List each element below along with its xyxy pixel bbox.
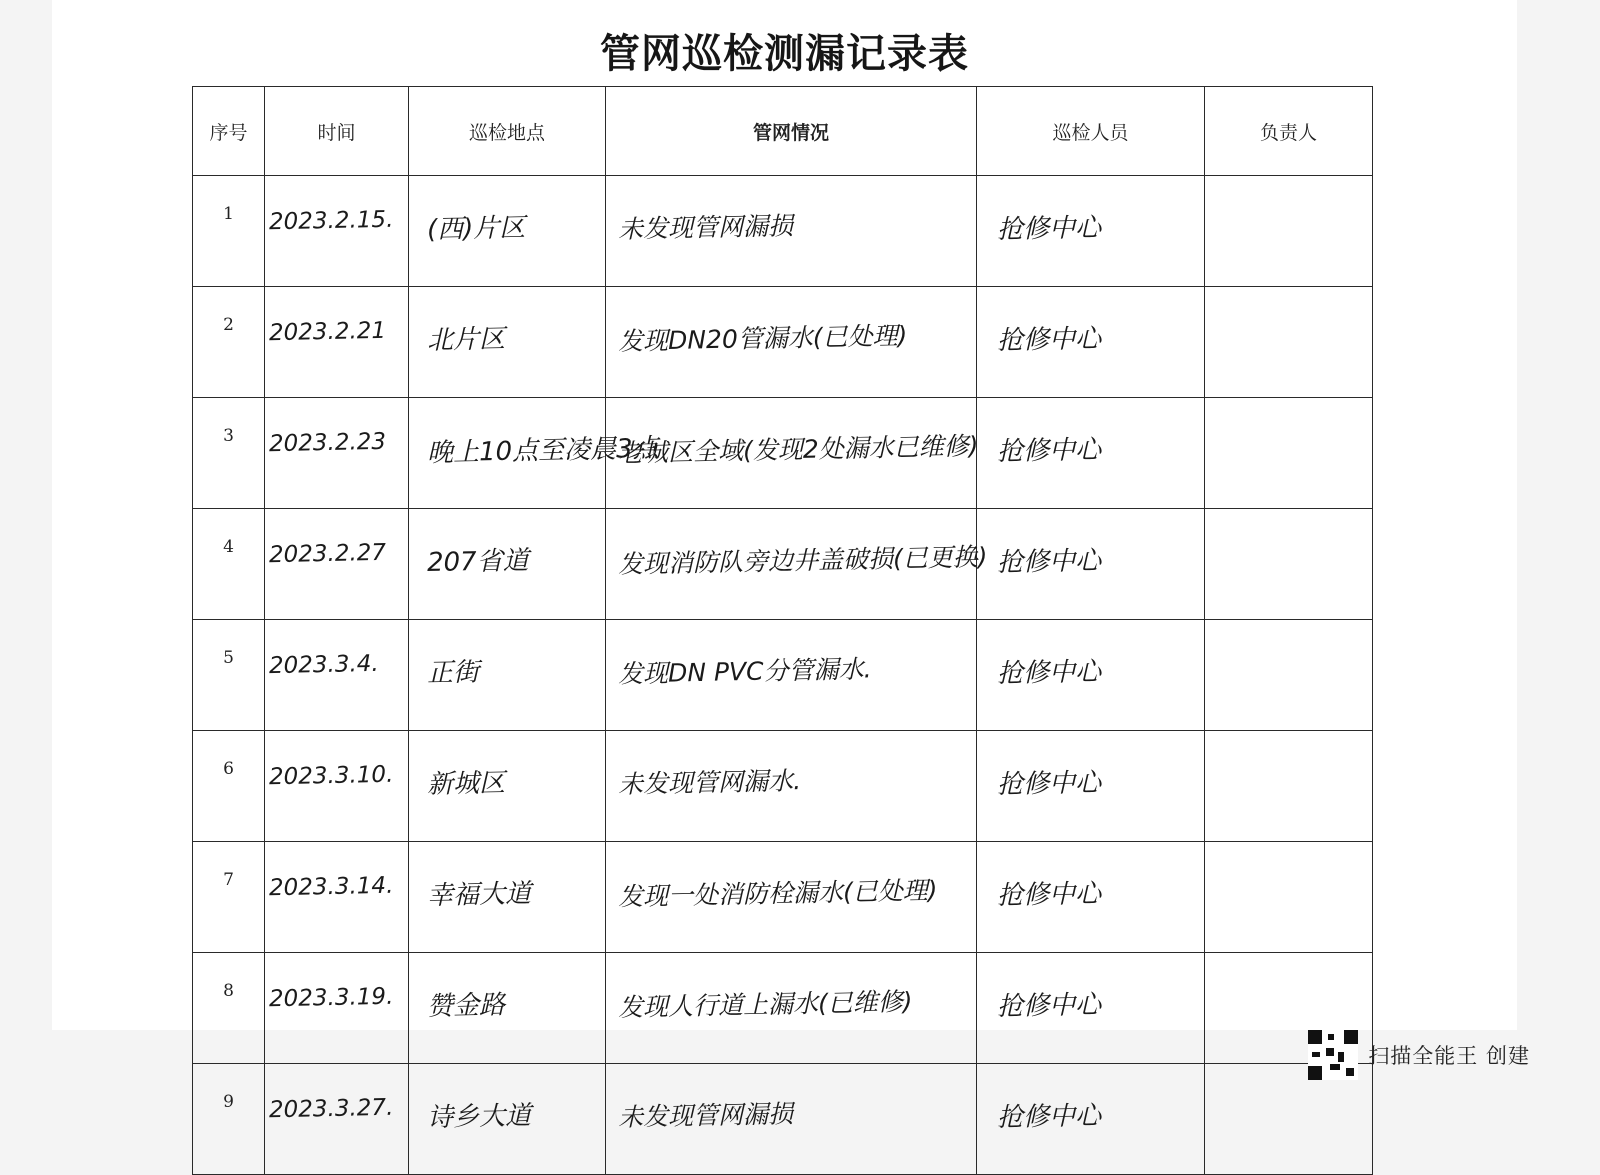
row-responsible [1205, 176, 1373, 287]
row-condition-text: 未发现管网漏损 [617, 211, 794, 244]
row-date [265, 398, 409, 509]
row-index: 3 [193, 398, 265, 509]
row-condition [606, 842, 977, 953]
row-condition-text: 老城区全域(发现2处漏水已维修) [617, 431, 979, 468]
row-date-text: 2023.2.23 [268, 428, 387, 458]
row-inspector-text: 抢修中心 [996, 1100, 1102, 1134]
row-index: 7 [193, 842, 265, 953]
row-index: 5 [193, 620, 265, 731]
row-location-text: 新城区 [426, 768, 506, 800]
row-location-text: (西)片区 [426, 212, 526, 246]
row-responsible [1205, 1064, 1373, 1175]
row-inspector-text: 抢修中心 [996, 323, 1102, 357]
row-location-text: 207省道 [426, 545, 529, 579]
row-date [265, 1064, 409, 1175]
row-inspector-text: 抢修中心 [996, 656, 1102, 690]
table-row [193, 842, 1373, 953]
qr-code-icon [1308, 1030, 1358, 1080]
row-date-text: 2023.3.14. [268, 872, 394, 902]
row-responsible [1205, 731, 1373, 842]
row-inspector [977, 176, 1205, 287]
header-location: 巡检地点 [409, 87, 606, 176]
row-location [409, 1064, 606, 1175]
table-row [193, 287, 1373, 398]
row-inspector [977, 731, 1205, 842]
row-location [409, 953, 606, 1064]
row-date-text: 2023.3.10. [268, 761, 394, 791]
row-responsible [1205, 842, 1373, 953]
inspection-log-table [192, 86, 1373, 1175]
row-condition-text: 发现一处消防栓漏水(已处理) [617, 875, 938, 912]
row-inspector [977, 287, 1205, 398]
row-condition [606, 731, 977, 842]
row-condition-text: 发现DN20管漏水(已处理) [617, 320, 908, 357]
row-condition [606, 176, 977, 287]
row-location [409, 842, 606, 953]
row-location [409, 398, 659, 509]
row-index: 8 [193, 953, 265, 1064]
row-date [265, 731, 409, 842]
row-responsible [1205, 287, 1373, 398]
row-location [409, 620, 606, 731]
row-condition-text: 发现人行道上漏水(已维修) [617, 986, 913, 1023]
row-date-text: 2023.3.4. [268, 650, 379, 680]
table-row [193, 953, 1373, 1064]
row-date-text: 2023.2.27 [268, 539, 387, 569]
row-inspector [977, 1064, 1205, 1175]
scanner-watermark [1308, 1030, 1530, 1080]
row-date-text: 2023.2.21 [268, 317, 387, 347]
row-location-text: 赞金路 [426, 990, 506, 1022]
row-condition [606, 620, 977, 731]
row-condition [606, 1064, 977, 1175]
row-date [265, 287, 409, 398]
table-row [193, 620, 1373, 731]
row-date [265, 176, 409, 287]
row-location-text: 晚上10点至凌晨3点 [426, 433, 659, 469]
header-time: 时间 [265, 87, 409, 176]
header-index: 序号 [193, 87, 265, 176]
row-location [409, 731, 606, 842]
row-inspector-text: 抢修中心 [996, 212, 1102, 246]
row-condition [606, 287, 977, 398]
row-inspector [977, 953, 1205, 1064]
row-date-text: 2023.2.15. [268, 206, 394, 236]
row-index: 1 [193, 176, 265, 287]
row-condition [606, 398, 977, 509]
row-inspector-text: 抢修中心 [996, 545, 1102, 579]
header-condition: 管网情况 [606, 87, 977, 176]
row-date-text: 2023.3.19. [268, 983, 394, 1013]
watermark-text: 扫描全能王 创建 [1368, 1044, 1530, 1068]
row-date [265, 842, 409, 953]
table-header-row [193, 87, 1373, 176]
row-location-text: 诗乡大道 [426, 1100, 532, 1134]
row-inspector [977, 509, 1205, 620]
row-location [409, 287, 606, 398]
table-row [193, 731, 1373, 842]
row-condition-text: 未发现管网漏损 [617, 1099, 794, 1132]
row-date [265, 620, 409, 731]
document-title: 管网巡检测漏记录表 [600, 30, 969, 77]
table-row [193, 398, 1373, 509]
row-condition-text: 发现消防队旁边井盖破损(已更换) [617, 542, 988, 579]
row-location-text: 北片区 [426, 324, 506, 356]
row-inspector-text: 抢修中心 [996, 989, 1102, 1023]
row-inspector-text: 抢修中心 [996, 767, 1102, 801]
row-condition [606, 509, 988, 620]
row-date [265, 953, 409, 1064]
table-row [193, 509, 1373, 620]
row-inspector [977, 398, 1205, 509]
row-condition-text: 未发现管网漏水. [617, 766, 802, 799]
row-location [409, 509, 606, 620]
row-condition [606, 953, 977, 1064]
header-inspector: 巡检人员 [977, 87, 1205, 176]
row-responsible [1205, 398, 1373, 509]
row-inspector-text: 抢修中心 [996, 434, 1102, 468]
row-inspector-text: 抢修中心 [996, 878, 1102, 912]
table-row [193, 176, 1373, 287]
row-index: 4 [193, 509, 265, 620]
row-index: 2 [193, 287, 265, 398]
header-responsible: 负责人 [1205, 87, 1373, 176]
row-location [409, 176, 606, 287]
row-index: 6 [193, 731, 265, 842]
row-date [265, 509, 409, 620]
row-responsible [1205, 620, 1373, 731]
row-inspector [977, 842, 1205, 953]
row-responsible [1205, 509, 1373, 620]
table-row [193, 1064, 1373, 1175]
row-index: 9 [193, 1064, 265, 1175]
row-inspector [977, 620, 1205, 731]
row-date-text: 2023.3.27. [268, 1094, 394, 1124]
row-condition-text: 发现DN PVC分管漏水. [617, 654, 872, 689]
row-location-text: 正街 [426, 657, 480, 689]
row-location-text: 幸福大道 [426, 878, 532, 912]
